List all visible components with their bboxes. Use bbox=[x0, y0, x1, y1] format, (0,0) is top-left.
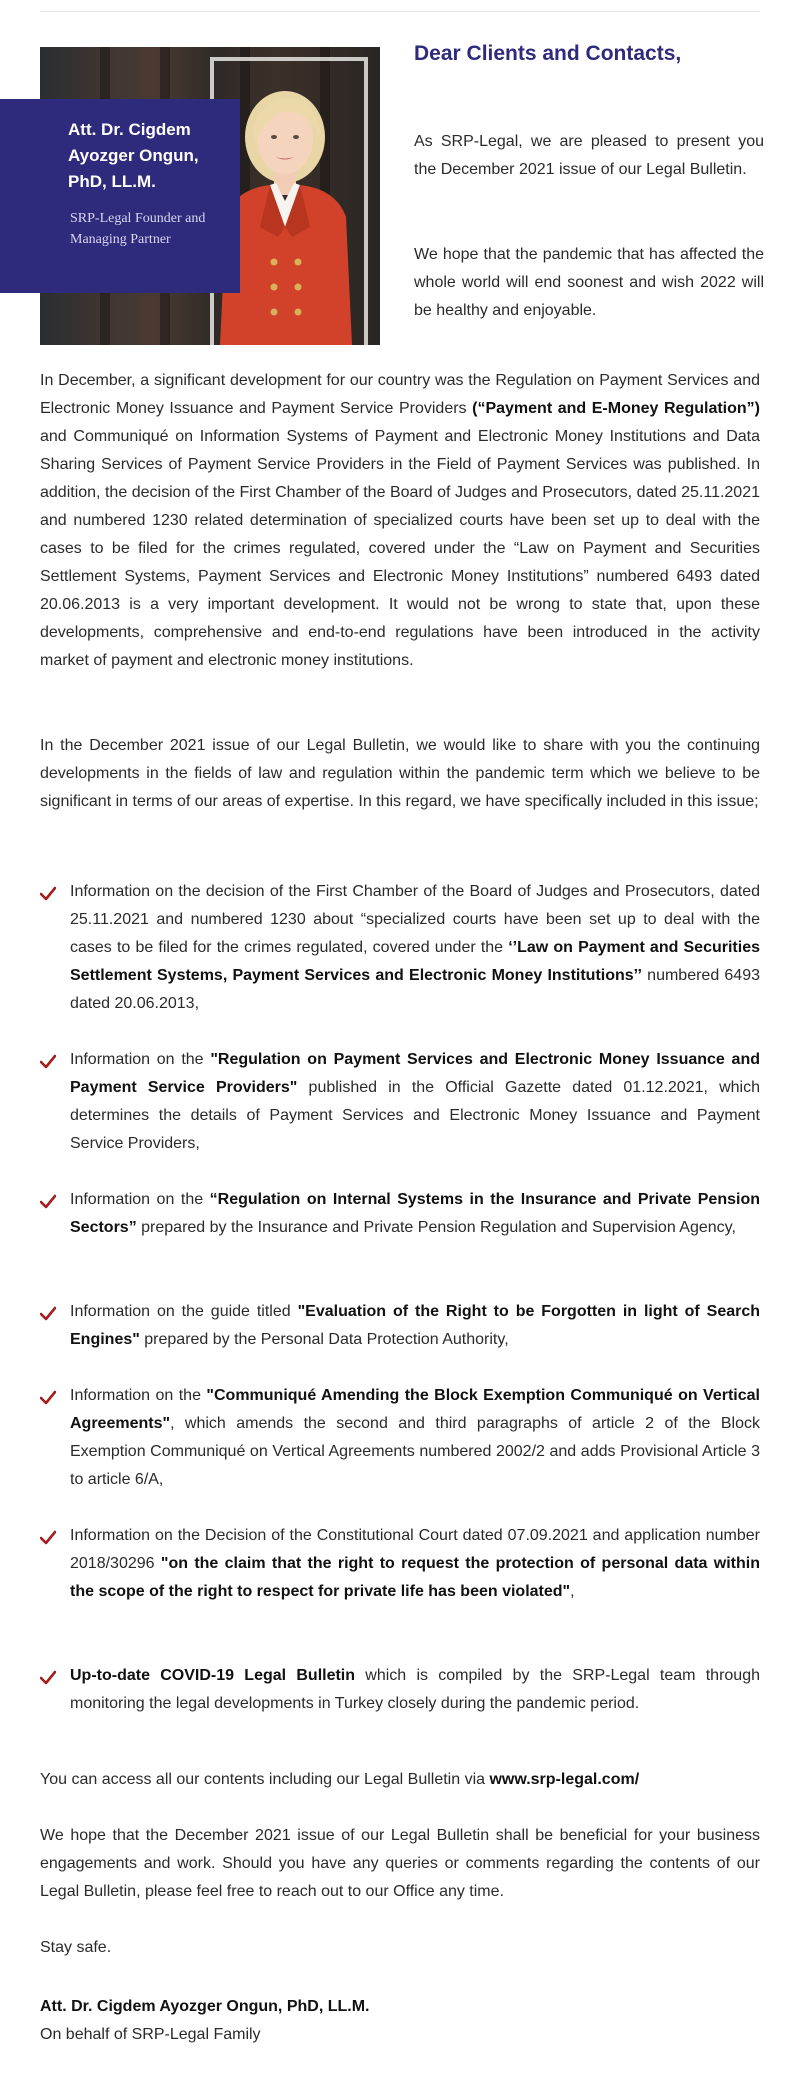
partner-role: SRP-Legal Founder and Managing Partner bbox=[70, 211, 206, 247]
check-icon bbox=[40, 1670, 56, 1686]
signature-subtitle: On behalf of SRP-Legal Family bbox=[40, 2026, 261, 2043]
stay-safe-text: Stay safe. bbox=[40, 1939, 112, 1956]
check-icon bbox=[40, 1306, 56, 1322]
intro-paragraph-1: In December, a significant development for our country was the Regulation on Payment Services and Electronic Money Issuance and Payment Service Providers (“Payment and E-Money Regulation”) and Communiqué on Information Systems of Payment and Electronic Money Institutions and Data Sharing Services of Payment Service Providers in the Field of Payment Services was published. In addition, the decision of the First Chamber of the Board of Judges and Prosecutors, dated 25.11.2021 and numbered 1230 related determination of specialized courts have been set up to deal with the cases to be filed for the crimes regulated, covered under the “Law on Payment and Securities Settlement Systems, Payment Services and Electronic Money Institutions” numbered 6493 dated 20.06.2013 is a very important development. It would not be wrong to state that, upon these developments, comprehensive and end-to-end regulations have been introduced in the activity market of payment and electronic money institutions. bbox=[40, 372, 760, 669]
check-icon bbox=[40, 1054, 56, 1070]
signature-name: Att. Dr. Cigdem Ayozger Ongun, PhD, LL.M. bbox=[40, 1998, 370, 2015]
intro-paragraph-2: In the December 2021 issue of our Legal Bulletin, we would like to share with you the continuing developments in the fields of law and regulation within the pandemic term which we believe to be significant in terms of our areas of expertise. In this regard, we have specifically included in this issue; bbox=[40, 737, 760, 810]
check-icon bbox=[40, 1390, 56, 1406]
closing-paragraph: We hope that the December 2021 issue of our Legal Bulletin shall be beneficial for your business engagements and work. Should you have any queries or comments regarding the contents of our Legal Bulletin, please feel free to reach out to our Office any time. bbox=[40, 1827, 760, 1900]
check-icon bbox=[40, 1194, 56, 1210]
check-icon bbox=[40, 1530, 56, 1546]
access-line: You can access all our contents including our Legal Bulletin via www.srp-legal.com/ bbox=[40, 1771, 640, 1788]
greeting-title: Dear Clients and Contacts, bbox=[414, 42, 682, 65]
website-link[interactable]: www.srp-legal.com/ bbox=[489, 1771, 640, 1788]
greeting-paragraph-2: We hope that the pandemic that has affected the whole world will end soonest and wish 2022 will be healthy and enjoyable. bbox=[414, 246, 764, 319]
check-icon bbox=[40, 886, 56, 902]
partner-name: Att. Dr. Cigdem Ayozger Ongun, PhD, LL.M. bbox=[68, 120, 199, 191]
greeting-paragraph-1: As SRP-Legal, we are pleased to present you the December 2021 issue of our Legal Bulletin. bbox=[414, 133, 764, 178]
top-divider bbox=[40, 11, 760, 12]
